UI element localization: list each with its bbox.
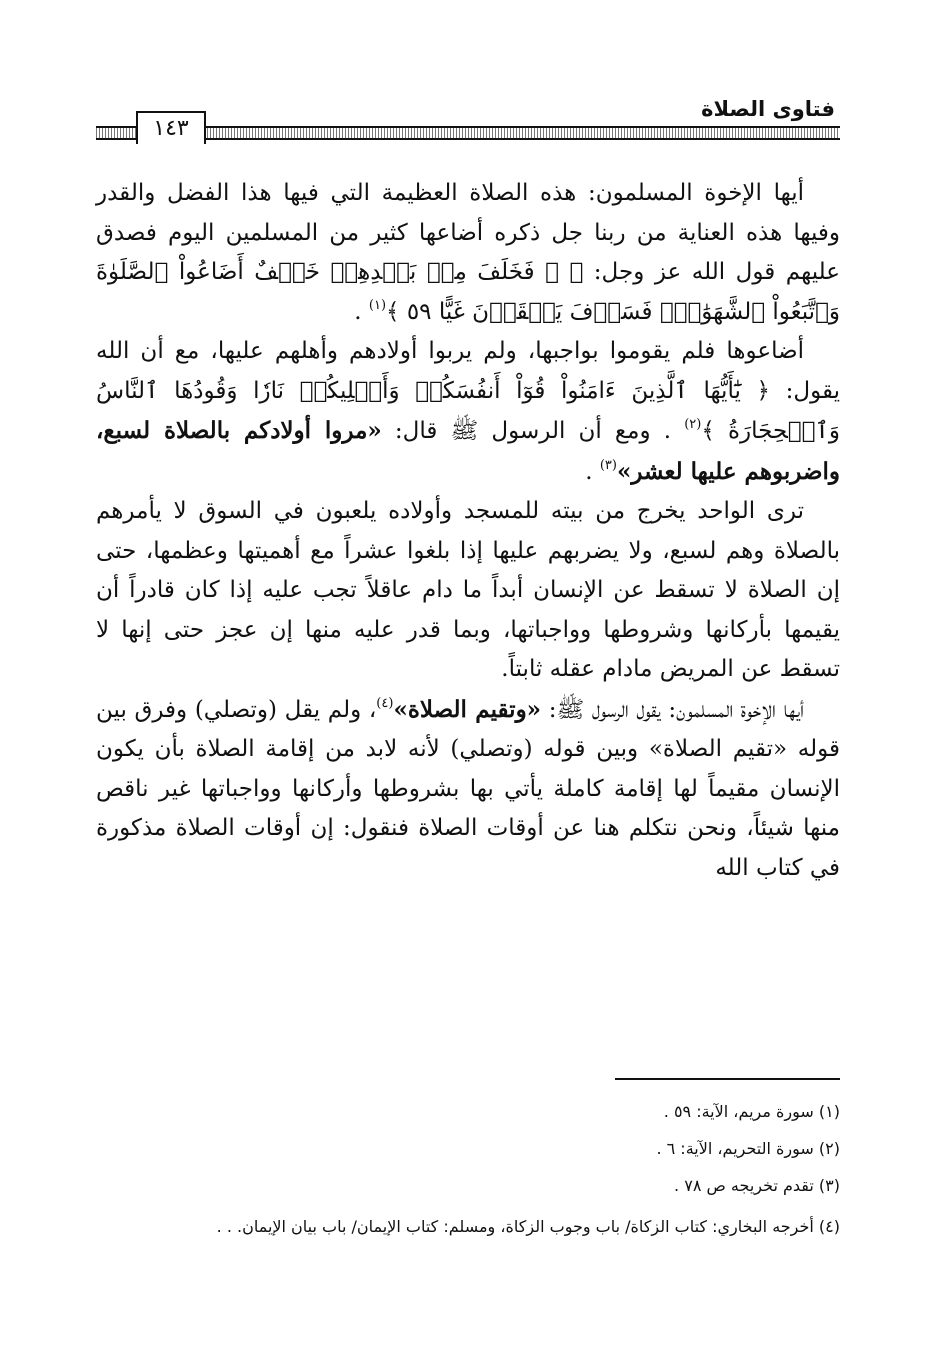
running-title: فتاوى الصلاة bbox=[701, 97, 835, 121]
main-text bbox=[96, 174, 840, 888]
paragraph-3: ترى الواحد يخرج من بيته للمسجد وأولاده يلعبون في السوق لا يأمرهم بالصلاة وهم لسبع، ولا يضربهم عليها إذا بلغوا عشراً مع أهميتها وعظمها، حتى إن الصلاة لا تسقط عن الإنسان أبداً ما دام عاقلاً تجب عليه إذا كان قادراً أن يقيمها بأركانها وشروطها وواجباتها، وبما قدر عليه منها إن عجز حتى إنها لا تسقط عن المريض مادام عقله ثابتاً. bbox=[96, 498, 840, 682]
footnotes bbox=[96, 1098, 840, 1245]
footnote-4: (٤) أخرجه البخاري: كتاب الزكاة/ باب وجوب الزكاة، ومسلم: كتاب الإيمان/ باب بيان الإيمان. . . bbox=[216, 1217, 840, 1236]
page-number: ١٤٣ bbox=[136, 111, 206, 144]
paragraph-1-end: . bbox=[354, 298, 369, 325]
paragraph-1-text: أيها الإخوة المسلمون: هذه الصلاة العظيمة التي فيها هذا الفضل والقدر وفيها هذه العناية من ربنا جل ذكره أضاعها كثير من المسلمين اليوم فصدق عليهم قول الله عز وجل: bbox=[96, 180, 840, 285]
paragraph-2-end: . bbox=[585, 458, 600, 485]
footnote-separator bbox=[615, 1078, 840, 1080]
header-rule bbox=[96, 126, 840, 140]
paragraph-2-text-b: . ومع أن الرسول ﷺ قال: bbox=[381, 418, 685, 444]
footnote-ref-3: (٣) bbox=[599, 457, 617, 473]
footnote-1: (١) سورة مريم، الآية: ٥٩ . bbox=[663, 1102, 840, 1121]
paragraph-2-text: أضاعوها فلم يقوموا بواجبها، ولم يربوا أولادهم وأهلهم عليها، مع أن الله يقول: bbox=[96, 338, 840, 404]
footnote-3: (٣) تقدم تخريجه ص ٧٨ . bbox=[674, 1176, 840, 1195]
paragraph-4-text: أيها الإخوة المسلمون: يقول الرسول ﷺ: bbox=[541, 696, 804, 723]
quran-verse-maryam: ﴿ ۞ فَخَلَفَ مِنۢ بَعۡدِهِمۡ خَلۡفٌ أَضَاعُواْ ٱلصَّلَوٰةَ وَٱتَّبَعُواْ ٱلشَّهَوَٰتِۖ فَسَوۡفَ يَلۡقَوۡنَ غَيًّا ٥٩ ﴾ bbox=[96, 259, 840, 325]
footnote-ref-2: (٢) bbox=[684, 417, 702, 432]
paragraph-2 bbox=[96, 332, 840, 492]
footnote-2: (٢) سورة التحريم، الآية: ٦ . bbox=[656, 1139, 840, 1158]
paragraph-4-text-b: ، ولم يقل (وتصلي) وفرق بين قوله «تقيم الصلاة» وبين قوله (وتصلي) لأنه لابد من إقامة الصلاة بأن يكون الإنسان مقيماً لها إقامة كاملة يأتي بها بشروطها وأركانها وواجباتها غير ناقص منها شيئاً، ونحن نتكلم هنا عن أوقات الصلاة فنقول: إن أوقات الصلاة مذكورة في كتاب الله bbox=[96, 696, 840, 881]
paragraph-4 bbox=[96, 690, 840, 889]
hadith-quote-prayer: «وتقيم الصلاة» bbox=[393, 695, 542, 723]
footnote-ref-4: (٤) bbox=[376, 695, 394, 711]
paragraph-1 bbox=[96, 174, 840, 332]
quran-verse-tahrim: ﴿ يَٰٓأَيُّهَا ٱلَّذِينَ ءَامَنُواْ قُوٓاْ أَنفُسَكُمۡ وَأَهۡلِيكُمۡ نَارٗا وَقُودُهَا ٱلنَّاسُ وَٱلۡحِجَارَةُ ﴾ bbox=[96, 377, 840, 444]
hadith-quote-children: «مروا أولادكم بالصلاة لسبع، واضربوهم عليها لعشر» bbox=[96, 417, 840, 485]
footnote-ref-1: (١) bbox=[368, 297, 387, 313]
